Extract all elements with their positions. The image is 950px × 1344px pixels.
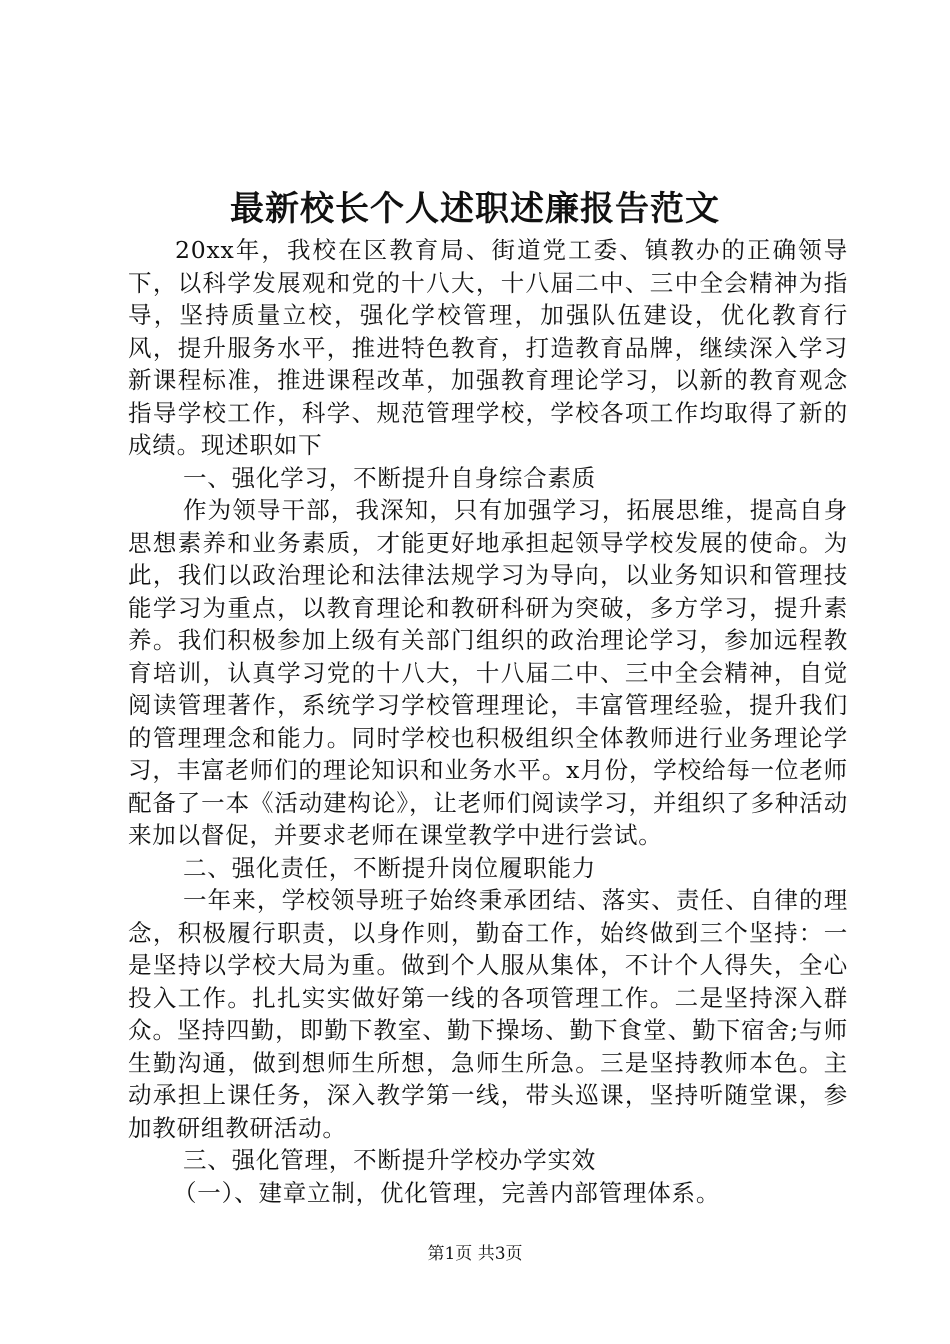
document-body <box>128 234 848 1209</box>
page-footer: 第1页 共3页 <box>427 1244 523 1264</box>
intro-paragraph: 20xx年，我校在区教育局、街道党工委、镇教办的正确领导下，以科学发展观和党的十八大，十八届二中、三中全会精神为指导，坚持质量立校，强化学校管理，加强队伍建设，优化教育行风，提升服务水平，推进特色教育，打造教育品牌，继续深入学习新课程标准，推进课程改革，加强教育理论学习，以新的教育观念指导学校工作，科学、规范管理学校，学校各项工作均取得了新的成绩。现述职如下 <box>128 236 848 459</box>
subsection-heading-1: （一）、建章立制，优化管理，完善内部管理体系。 <box>173 1178 721 1207</box>
document-title: 最新校长个人述职述廉报告范文 <box>230 189 720 229</box>
section-heading-1: 一、强化学习，不断提升自身综合素质 <box>183 463 597 492</box>
section-2-paragraph: 一年来，学校领导班子始终秉承团结、落实、责任、自律的理念，积极履行职责，以身作则，勤奋工作，始终做到三个坚持：一是坚持以学校大局为重。做到个人服从集体，不计个人得失，全心投入工作。扎扎实实做好第一线的各项管理工作。二是坚持深入群众。坚持四勤，即勤下教室、勤下操场、勤下食堂、勤下宿舍;与师生勤沟通，做到想师生所想，急师生所急。三是坚持教师本色。主动承担上课任务，深入教学第一线，带头巡课，坚持听随堂课，参加教研组教研活动。 <box>128 886 848 1142</box>
section-heading-3: 三、强化管理，不断提升学校办学实效 <box>183 1146 597 1174</box>
section-heading-2: 二、强化责任，不断提升岗位履职能力 <box>183 853 597 882</box>
section-1-paragraph: 作为领导干部，我深知，只有加强学习，拓展思维，提高自身思想素养和业务素质，才能更好地承担起领导学校发展的使命。为此，我们以政治理论和法律法规学习为导向，以业务知识和管理技能学习为重点，以教育理论和教研科研为突破，多方学习，提升素养。我们积极参加上级有关部门组织的政治理论学习，参加远程教育培训，认真学习党的十八大，十八届二中、三中全会精神，自觉阅读管理著作，系统学习学校管理理论，丰富管理经验，提升我们的管理理念和能力。同时学校也积极组织全体教师进行业务理论学习，丰富老师们的理论知识和业务水平。x月份，学校给每一位老师配备了一本《活动建构论》，让老师们阅读学习，并组织了多种活动来加以督促，并要求老师在课堂教学中进行尝试。 <box>128 496 848 849</box>
